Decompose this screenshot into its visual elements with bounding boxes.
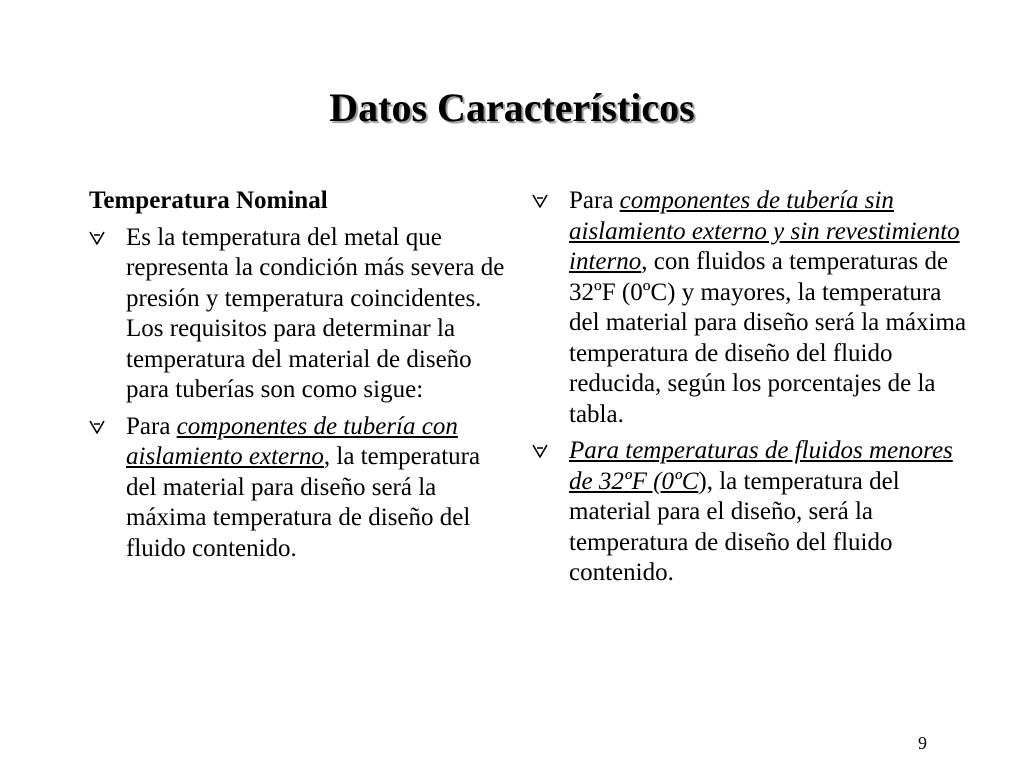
bullet-text-emphasis: Para temperaturas de fluidos menores de 32ºF (0ºC [569, 437, 953, 495]
bullet-text-emphasis: componentes de tubería con aislamiento externo [126, 412, 458, 470]
checkmark-arrow-icon [89, 230, 105, 246]
bullet-text-suffix: , con fluidos a temperaturas de 32ºF (0ºC) y mayores, la temperatura del material para diseño será la máxima temperatura de diseño del fluido reducida, según los porcentajes de la tabla. [569, 248, 967, 428]
checkmark-arrow-icon [532, 443, 548, 459]
bullet-item [532, 186, 972, 430]
bullet-item [532, 436, 972, 589]
bullet-text-prefix: Para [126, 412, 177, 440]
bullet-text-suffix: ), la temperatura del material para el diseño, será la temperatura de diseño del fluido contenido. [569, 467, 900, 586]
bullet-text-emphasis: componentes de tubería sin aislamiento externo y sin revestimiento interno [569, 187, 960, 275]
left-column [89, 186, 509, 570]
section-heading: Temperatura Nominal [89, 187, 328, 214]
page-number: 9 [918, 733, 927, 753]
bullet-text-prefix: Para [569, 187, 620, 214]
right-column [532, 186, 972, 595]
checkmark-arrow-icon [532, 193, 548, 209]
bullet-text-suffix: , la temperatura del material para diseño será la máxima temperatura de diseño del fluido contenido. [126, 443, 481, 562]
bullet-item [89, 412, 509, 565]
slide-title: Datos Característicos [329, 85, 695, 130]
checkmark-arrow-icon [89, 419, 105, 435]
bullet-text: Es la temperatura del metal que representa la condición más severa de presión y temperatura coincidentes. Los requisitos para determinar la temperatura del material de diseño para tuberías son como sigue: [126, 223, 505, 403]
bullet-item [89, 223, 509, 406]
